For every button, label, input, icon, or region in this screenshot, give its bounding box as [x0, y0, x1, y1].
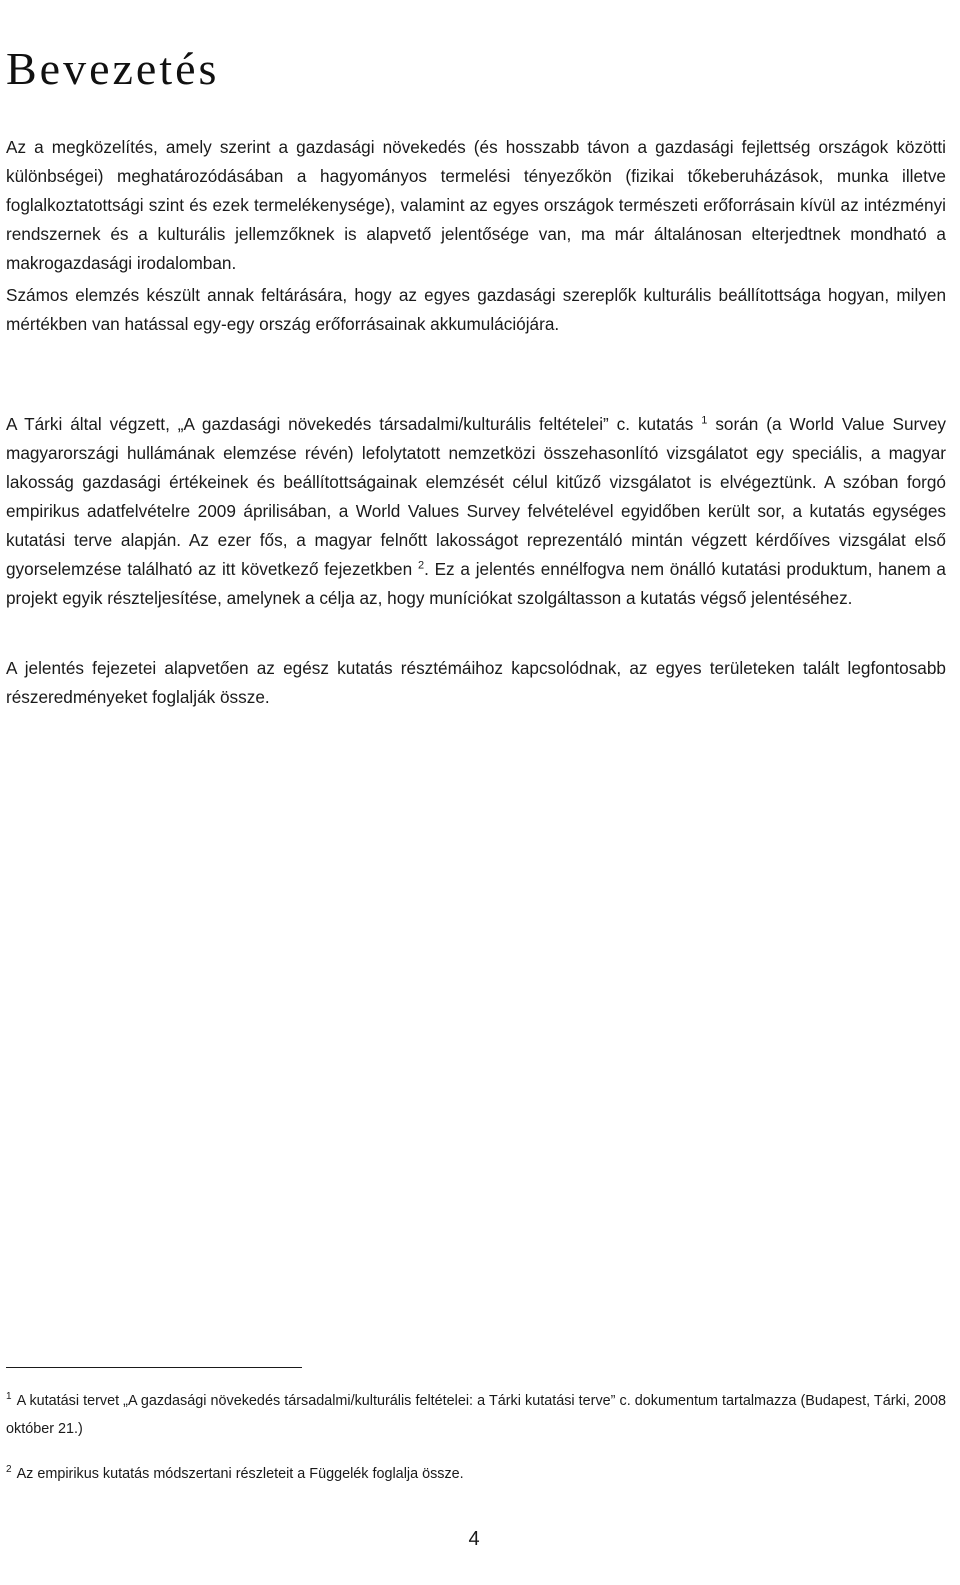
paragraph-research-part-c: . Ez a jelentés ennélfogva nem önálló kutatási produktum, hanem a projekt egyik részteljesítése, amelynek a célja az, hogy muníciókat szolgáltasson a kutatás végső jelentéséhez. [6, 559, 946, 608]
footnote-divider [6, 1367, 302, 1368]
page-number: 4 [468, 1528, 480, 1550]
footnote-ref-2[interactable]: 2 [417, 559, 425, 572]
footnote-text: A kutatási tervet „A gazdasági növekedés társadalmi/kulturális feltételei: a Tárki kutatási terve” c. dokumentum tartalmazza (Budapest, Tárki, 2008 október 21.) [6, 1393, 946, 1437]
footnote-text: Az empirikus kutatás módszertani részleteit a Függelék foglalja össze. [16, 1466, 464, 1482]
footnote-1 [6, 1387, 946, 1443]
footnote-ref-1[interactable]: 1 [701, 414, 708, 427]
footnote-2 [6, 1460, 946, 1488]
paragraph-research-part-a: A Tárki által végzett, „A gazdasági növekedés társadalmi/kulturális feltételei” c. kutatás [6, 414, 694, 434]
paragraph-intro: Az a megközelítés, amely szerint a gazdasági növekedés (és hosszabb távon a gazdasági fejlettség országok közötti különbségei) meghatározódásában a hagyományos termelési tényezőkön (fizikai tőkeberuházások, munka illetve foglalkoztatottsági szint és ezek termelékenysége), valamint az egyes országok természeti erőforrásain kívül az intézményi rendszernek és a kulturális jellemzőknek is alapvető jelentősége van, ma már általánosan elterjedtnek mondható a makrogazdasági irodalomban. [6, 137, 946, 273]
paragraph-research-part-b: során (a World Value Survey magyarországi hullámának elemzése révén) lefolytatott nemzetközi összehasonlító vizsgálatot egy speciális, a magyar lakosság gazdasági értékeinek és beállítottságainak elemzését célul kitűző vizsgálatot is elvégeztünk. A szóban forgó empirikus adatfelvételre 2009 áprilisában, a World Values Survey felvételével egyidőben került sor, a kutatás egységes kutatási terve alapján. Az ezer fős, a magyar felnőtt lakosságot reprezentáló mintán végzett kérdőíves vizsgálat első gyorselemzése található az itt következő fejezetkben [6, 414, 946, 579]
footnote-number: 1 [6, 1391, 12, 1403]
paragraph-analysis: Számos elemzés készült annak feltárására, hogy az egyes gazdasági szereplők kulturális beállítottsága hogyan, milyen mértékben van hatással egy-egy ország erőforrásainak akkumulációjára. [6, 285, 946, 334]
page-title: Bevezetés [6, 43, 220, 94]
paragraph-chapters: A jelentés fejezetei alapvetően az egész kutatás résztémáihoz kapcsolódnak, az egyes területeken talált legfontosabb részeredményeket foglalják össze. [6, 658, 946, 707]
footnote-number: 2 [6, 1464, 12, 1476]
paragraph-research [6, 410, 946, 613]
